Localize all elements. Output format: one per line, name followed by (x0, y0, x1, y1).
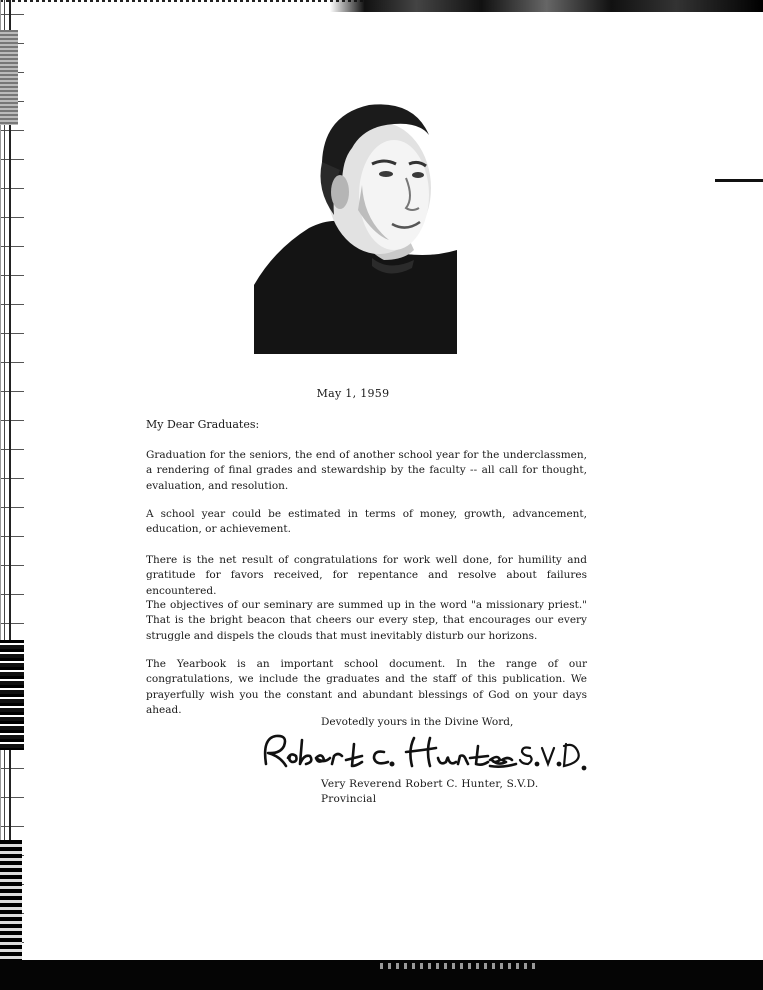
letter-date: May 1, 1959 (316, 387, 390, 400)
scan-edge-left-mark (0, 30, 18, 125)
signatory-name: Very Reverend Robert C. Hunter, S.V.D. (321, 778, 539, 790)
scan-edge-left-mark (0, 640, 24, 750)
letter-paragraph: The objectives of our seminary are summed up in the word "a missionary priest." That is the bright beacon that cheers our every step, that encourages our every struggle and dispels the clouds that must inevitably disturb our horizons. (146, 599, 587, 642)
letter-paragraph: A school year could be estimated in terms of money, growth, advancement, education, or achievement. (146, 508, 587, 536)
scan-edge-left-mark (0, 840, 22, 960)
portrait-photo (254, 100, 457, 354)
scan-edge-bottom-fleck (380, 963, 540, 969)
letter-paragraph: The Yearbook is an important school document. In the range of our congratulations, we include the graduates and the staff of this publication. We prayerfully wish you the constant and abundant blessings of God on your days ahead. (146, 658, 587, 716)
letter-salutation: My Dear Graduates: (146, 418, 260, 431)
scan-edge-top (330, 0, 763, 12)
letter-paragraph: There is the net result of congratulations for work well done, for humility and gratitude for favors received, for repentance and resolve about failures encountered. (146, 554, 587, 597)
scan-edge-right-mark (715, 179, 763, 182)
handwritten-signature (258, 726, 588, 776)
letter-paragraph: Graduation for the seniors, the end of another school year for the underclassmen, a rendering of final grades and stewardship by the faculty -- all call for thought, evaluation, and resolution. (146, 449, 587, 492)
letter-closing: Devotedly yours in the Divine Word, (321, 716, 514, 728)
signatory-title: Provincial (321, 793, 377, 805)
